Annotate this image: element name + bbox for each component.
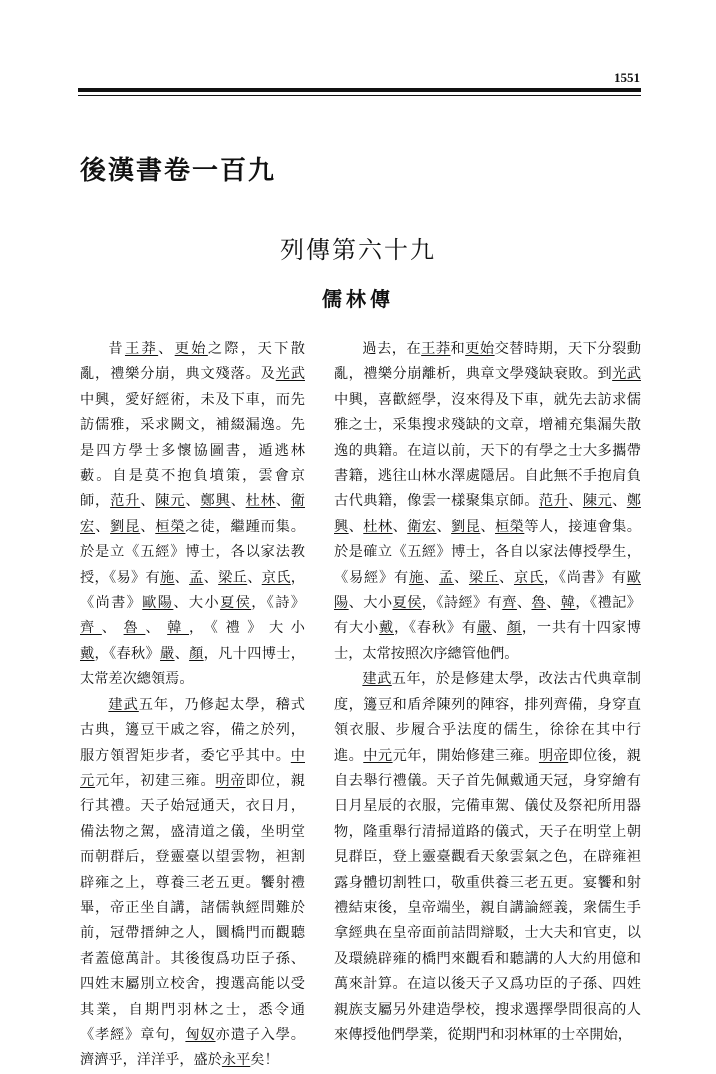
proper-name: 夏侯 [392, 595, 422, 612]
proper-name: 劉昆 [110, 518, 141, 535]
proper-name: 京氏 [513, 569, 544, 586]
text-segment: 、 [392, 518, 408, 535]
proper-name: 歐陽 [142, 595, 174, 612]
text-segment: ，《春秋》 [94, 645, 161, 662]
proper-name: 王莽 [124, 341, 159, 357]
proper-name: 嚴 [160, 645, 175, 662]
text-segment: 等人，接連會集。於是確立《五經》博士，各自以家法傳授學生，《易經》有 [334, 518, 641, 586]
text-segment: 矣！ [250, 1052, 279, 1069]
text-segment: 交替時期，天下分裂動亂，禮樂分崩離析，典章文學殘缺衰敗。到 [334, 341, 641, 383]
proper-name: 施 [408, 569, 424, 586]
proper-name: 匈奴 [185, 1026, 216, 1043]
text-segment: 、 [498, 569, 514, 586]
proper-name: 孟 [438, 569, 454, 586]
text-segment: 、 [275, 493, 291, 510]
text-segment: 即位後，親自去舉行禮儀。天子首先佩戴通天冠，身穿繪有日月星辰的衣服，完備車駕、儀仗及祭祀所用器物，隆重舉行清掃道路的儀式，天子在明堂上朝見群臣，登上靈臺觀看天象雲氣之色，在辟雍袒露身體切割牲口，敬重供養三老五更。宴饗和射禮結束後，皇帝端坐，親自講論經義，衆儒生手拿經典在皇帝面前詰問辯駁，士大夫和官吏，以及環繞辟雍的橋門來觀看和聽講的人大約用億和萬來計算。在這以後天子又爲功臣的子孫、四姓親族支屬另外建造學校，搜求選擇學問很高的人來傳授他們學業，從期門和羽林軍的士卒開始， [334, 747, 641, 1043]
text-segment: 、 [145, 620, 168, 637]
proper-name: 桓榮 [155, 518, 186, 535]
proper-name: 桓榮 [495, 518, 525, 535]
text-segment: 亦遣子入學。濟濟乎，洋洋乎，盛於 [80, 1026, 305, 1069]
header-rule-thick [78, 88, 641, 92]
proper-name: 王莽 [421, 341, 451, 357]
text-segment: 、大小 [173, 595, 221, 612]
proper-name: 范升 [110, 493, 141, 510]
proper-name: 衛宏 [407, 518, 437, 535]
text-segment: 、 [612, 493, 627, 510]
proper-name: 更始 [465, 341, 495, 357]
proper-name: 中元 [363, 747, 393, 764]
text-segment: ，《禮記》有大小 [334, 595, 641, 637]
section-title: 儒林傳 [322, 287, 394, 311]
proper-name: 更始 [174, 341, 208, 357]
proper-name: 劉昆 [451, 518, 481, 535]
text-segment: 、 [436, 518, 452, 535]
proper-name: 建武 [108, 696, 139, 713]
proper-name: 韓 [167, 620, 189, 637]
text-segment: 中興，喜歡經學，沒來得及下車，就先去訪求儒雅之士，采集搜求殘缺的文章，增補充集漏失散逸的典籍。在這以前，天下的有學之士大多攜帶書籍，逃往山林水澤處隱居。自此無不手抱肩負古代典籍，像雲一樣聚集京師。 [334, 391, 641, 510]
modern-translation-column [334, 337, 641, 1048]
text-segment: ，《詩經》有 [421, 595, 503, 612]
text-segment: 中興，愛好經術，未及下車，而先訪儒雅，采求闕文，補綴漏逸。先是四方學士多懷協圖書，遁逃林藪。自是莫不抱負墳策，雲會京師， [80, 391, 305, 510]
proper-name: 中元 [80, 747, 305, 789]
text-segment: ，《詩》 [251, 595, 305, 612]
proper-name: 顏 [189, 645, 204, 662]
proper-name: 梁丘 [218, 569, 248, 586]
text-segment: 、 [203, 569, 219, 586]
proper-name: 顏 [506, 620, 522, 637]
proper-name: 明帝 [215, 772, 246, 789]
proper-name: 鄭興 [200, 493, 231, 510]
modern-paragraph-2 [334, 667, 641, 1048]
text-segment: 、 [348, 518, 364, 535]
text-segment: 、大小 [348, 595, 393, 612]
proper-name: 杜林 [245, 493, 276, 510]
proper-name: 陳元 [155, 493, 186, 510]
proper-name: 衛宏 [80, 493, 305, 535]
proper-name: 建武 [362, 671, 392, 688]
proper-name: 孟 [189, 569, 204, 586]
text-segment: 過去，在 [362, 341, 422, 357]
proper-name: 齊 [80, 620, 102, 637]
book-title: 後漢書卷一百九 [80, 156, 277, 186]
classical-paragraph-1 [80, 337, 305, 693]
text-segment: 五年，於是修建太學，改法古代典章制度，籩豆和盾斧陳列的陣容，排列齊備，身穿直領衣服、步履合乎法度的儒生，徐徐在其中行進。 [334, 671, 641, 764]
text-segment: 、 [546, 595, 561, 612]
text-segment: 、 [185, 493, 201, 510]
text-segment: 、 [230, 493, 246, 510]
proper-name: 梁丘 [468, 569, 499, 586]
proper-name: 明帝 [538, 747, 569, 764]
text-segment: 和 [450, 341, 466, 357]
modern-paragraph-1 [334, 337, 641, 667]
text-segment: ，《尚書》有 [543, 569, 627, 586]
proper-name: 陳元 [582, 493, 613, 510]
text-segment: ，《尚書》 [80, 569, 305, 612]
text-segment: 、 [480, 518, 496, 535]
text-segment: ，《春秋》有 [393, 620, 477, 637]
text-segment: 、 [516, 595, 532, 612]
text-segment: 、 [174, 645, 190, 662]
chapter-title: 列傳第六十九 [280, 236, 436, 264]
text-segment: 、 [453, 569, 469, 586]
text-segment: 元年，開始修建三雍。 [392, 747, 539, 764]
proper-name: 夏侯 [220, 595, 252, 612]
text-segment: 、 [174, 569, 190, 586]
proper-name: 光武 [275, 366, 305, 383]
text-segment: 五年，乃修起太學，稽式古典，籩豆干戚之容，備之於列，服方領習矩步者，委它乎其中。 [80, 696, 305, 764]
text-segment: 、 [491, 620, 507, 637]
text-segment: ，凡十四博士，太常差次總領焉。 [80, 645, 305, 688]
text-segment: ，一共有十四家博士，太常按照次序總管他們。 [334, 620, 641, 662]
text-segment: 、 [158, 341, 175, 357]
classical-text-column [80, 337, 305, 1074]
proper-name: 魯 [123, 620, 146, 637]
text-segment: 昔 [108, 341, 125, 357]
text-segment: 元年，初建三雍。 [95, 772, 216, 789]
proper-name: 齊 [502, 595, 517, 612]
proper-name: 京氏 [261, 569, 291, 586]
text-segment: ，《禮》大小 [188, 620, 305, 637]
proper-name: 范升 [538, 493, 569, 510]
proper-name: 戴 [378, 620, 394, 637]
page-number: 1551 [614, 70, 640, 85]
proper-name: 魯 [531, 595, 547, 612]
text-segment: 、 [568, 493, 583, 510]
proper-name: 韓 [560, 595, 576, 612]
classical-paragraph-2 [80, 693, 305, 1074]
text-segment: 之際，天下散亂，禮樂分崩，典文殘落。及 [80, 341, 305, 383]
text-segment: 、 [423, 569, 439, 586]
proper-name: 嚴 [476, 620, 492, 637]
text-segment: 即位，親行其禮。天子始冠通天，衣日月，備法物之駕，盛清道之儀，坐明堂而朝群后，登靈臺以望雲物，袒割辟雍之上，尊養三老五更。饗射禮畢，帝正坐自講，諸儒執經問難於前，冠帶搢紳之人，圜橋門而觀聽者蓋億萬計。其後復爲功臣子孫、四姓末屬別立校舍，搜選高能以受其業，自期門羽林之士，悉令通《孝經》章句， [80, 772, 305, 1043]
proper-name: 杜林 [363, 518, 393, 535]
text-segment: 之徒，繼踵而集。於是立《五經》博士，各以家法教授，《易》有 [80, 518, 305, 586]
text-segment: 、 [247, 569, 262, 586]
proper-name: 施 [160, 569, 175, 586]
proper-name: 歐陽 [334, 569, 641, 612]
proper-name: 光武 [612, 366, 641, 383]
text-segment: 、 [140, 518, 156, 535]
header-rule-thin [78, 95, 641, 96]
proper-name: 永平 [221, 1052, 251, 1069]
proper-name: 鄭興 [334, 493, 641, 535]
text-segment: 、 [95, 518, 111, 535]
proper-name: 戴 [80, 645, 95, 662]
text-segment: 、 [101, 620, 124, 637]
text-segment: 、 [140, 493, 156, 510]
